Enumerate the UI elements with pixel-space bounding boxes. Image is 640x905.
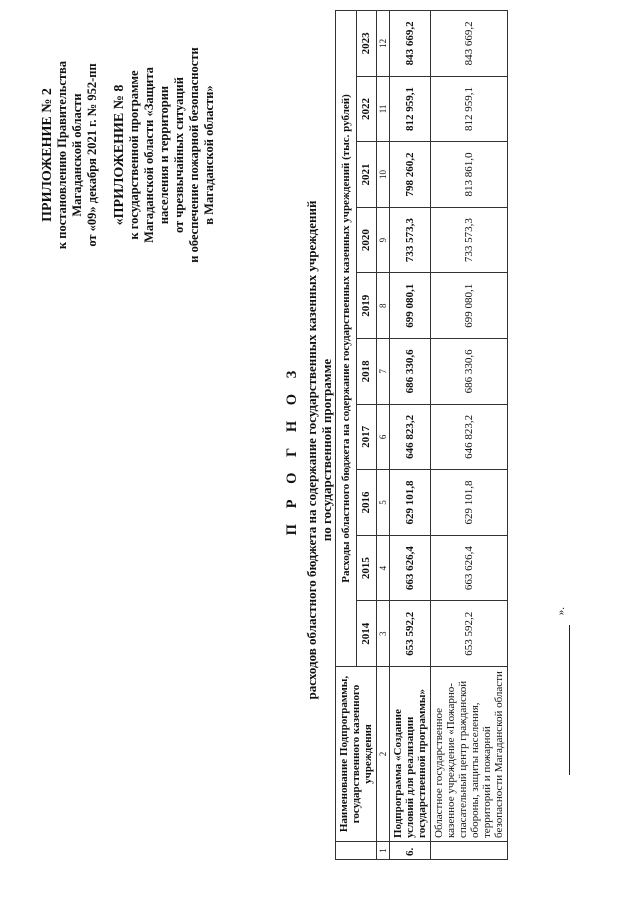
header-line: к постановлению Правительства	[55, 60, 69, 250]
title-subtitle: по государственной программе	[319, 358, 334, 542]
value-cell: 843 669,2	[390, 11, 431, 77]
value-cell: 733 573,3	[390, 207, 431, 273]
value-cell: 663 626,4	[431, 535, 508, 601]
year-header: 2021	[356, 142, 377, 208]
year-header: 2023	[356, 11, 377, 77]
column-number: 1	[377, 842, 390, 860]
column-number: 6	[377, 404, 390, 470]
value-cell: 653 592,2	[431, 601, 508, 667]
title-forecast: П Р О Г Н О З	[284, 364, 300, 536]
table-header-row	[336, 11, 357, 860]
appendix-2-title: ПРИЛОЖЕНИЕ № 2	[40, 88, 55, 222]
value-cell: 629 101,8	[431, 470, 508, 536]
appendix-8-title: «ПРИЛОЖЕНИЕ № 8	[112, 84, 127, 226]
value-cell: 798 260,2	[390, 142, 431, 208]
column-number: 7	[377, 339, 390, 405]
year-header: 2018	[356, 339, 377, 405]
row-number	[431, 842, 508, 860]
closing-quote: ».	[555, 607, 567, 616]
year-header: 2014	[356, 601, 377, 667]
row-number: 6.	[390, 842, 431, 860]
closing-line	[555, 607, 570, 775]
column-number: 12	[377, 11, 390, 77]
column-numbers-row	[377, 11, 390, 860]
value-cell: 646 823,2	[390, 404, 431, 470]
header-date: от «09» декабря 2021 г. № 952-пп	[85, 63, 99, 247]
column-number: 10	[377, 142, 390, 208]
header-line: и обеспечение пожарной безопасности	[187, 47, 201, 263]
year-header: 2016	[356, 470, 377, 536]
value-cell: 663 626,4	[390, 535, 431, 601]
year-header: 2017	[356, 404, 377, 470]
column-number: 8	[377, 273, 390, 339]
column-number: 4	[377, 535, 390, 601]
value-cell: 653 592,2	[390, 601, 431, 667]
value-cell: 699 080,1	[390, 273, 431, 339]
column-number: 5	[377, 470, 390, 536]
expenses-table	[335, 10, 508, 860]
header-line: Магаданской области «Защита	[142, 67, 156, 243]
table-row-institution	[431, 11, 508, 860]
value-cell: 813 861,0	[431, 142, 508, 208]
col-name-header: Наименование Подпрограммы, государственного казенного учреждения	[336, 667, 377, 842]
year-header: 2020	[356, 207, 377, 273]
year-header: 2015	[356, 535, 377, 601]
row-name: Областное государственное казенное учреждение «Пожарно-спасательный центр гражданской обороны, защиты населения, территорий и пожарной безопасности Магаданской области	[431, 667, 508, 842]
header-line: от чрезвычайных ситуаций	[172, 77, 186, 233]
value-cell: 812 959,1	[431, 76, 508, 142]
value-cell: 812 959,1	[390, 76, 431, 142]
title-subtitle: расходов областного бюджета на содержание государственных казенных учреждений	[304, 200, 319, 700]
year-header: 2019	[356, 273, 377, 339]
header-line: к государственной программе	[127, 70, 141, 240]
year-header: 2022	[356, 76, 377, 142]
value-cell: 629 101,8	[390, 470, 431, 536]
value-cell: 686 330,6	[390, 339, 431, 405]
value-cell: 733 573,3	[431, 207, 508, 273]
column-number: 11	[377, 76, 390, 142]
header-line: в Магаданской области»	[202, 85, 216, 225]
header-line: Магаданской области	[70, 93, 84, 217]
expenses-header: Расходы областного бюджета на содержание государственных казенных учреждений (тыс. рублей)	[336, 11, 357, 667]
value-cell: 843 669,2	[431, 11, 508, 77]
table-row-subprogram	[390, 11, 431, 860]
header-line: населения и территории	[157, 85, 171, 225]
appendix-header	[40, 20, 217, 290]
column-number: 9	[377, 207, 390, 273]
column-number: 3	[377, 601, 390, 667]
value-cell: 646 823,2	[431, 404, 508, 470]
value-cell: 686 330,6	[431, 339, 508, 405]
col-number-header	[336, 842, 377, 860]
row-name: Подпрограмма «Создание условий для реализации государственной программы»	[390, 667, 431, 842]
document-title	[285, 15, 334, 885]
column-number: 2	[377, 667, 390, 842]
value-cell: 699 080,1	[431, 273, 508, 339]
